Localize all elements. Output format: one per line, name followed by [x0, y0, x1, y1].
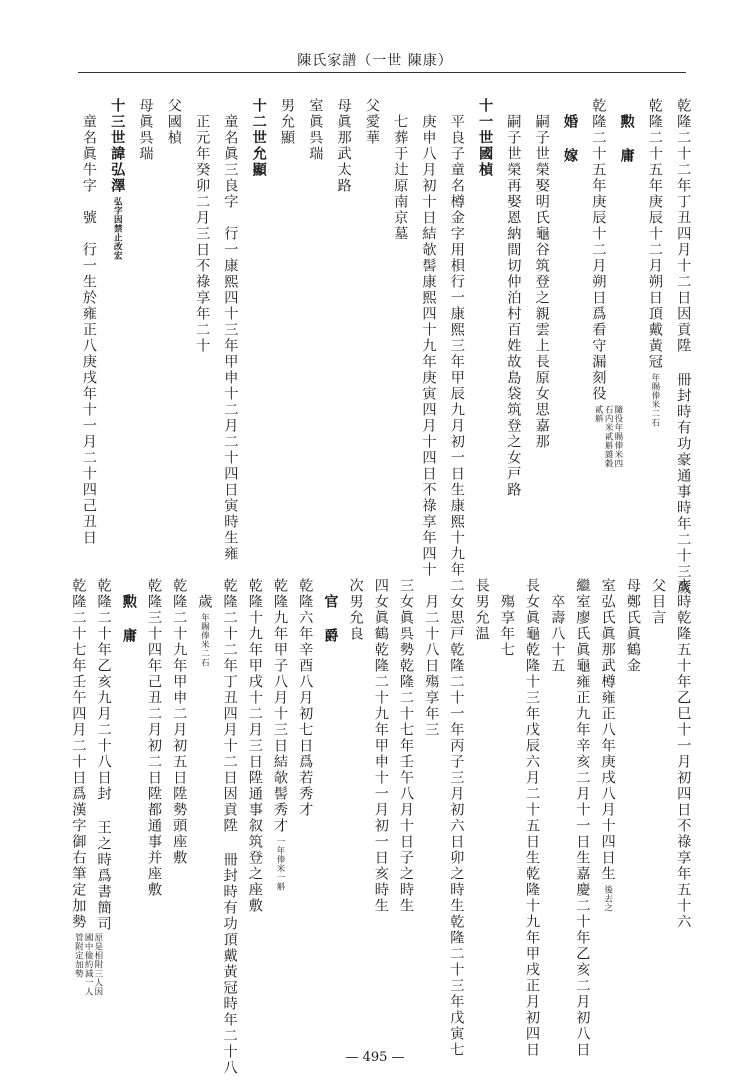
text-column [197, 578, 211, 679]
text-column [280, 98, 294, 146]
column-text: 乾隆二十二年丁丑四月十二日因貢陞 冊封時有功豪通事時年二十三歲 [675, 98, 692, 596]
column-text: 嗣子世榮娶明氏龜谷筑登之親雲上長原女思嘉那 [533, 98, 550, 450]
column-text: 父目言 [650, 578, 666, 626]
text-column [550, 578, 564, 674]
text-column [500, 578, 514, 658]
text-column [167, 98, 181, 146]
heading-column [122, 578, 136, 644]
column-text: 十一世國楨 [477, 98, 494, 178]
column-text: 乾隆二十五年庚辰十二月朔日頂戴黃冠 [646, 98, 663, 370]
text-column [172, 578, 186, 866]
column-text: 次男允良 [347, 578, 364, 642]
interlinear-note: 年賜俸米二石 [649, 373, 660, 427]
column-text: 婚 嫁 [562, 98, 578, 164]
text-column [195, 98, 209, 354]
column-text: 室眞呉瑞 [307, 98, 324, 162]
interlinear-note: 後去之 [602, 885, 613, 912]
column-text: 乾隆二十九年甲申二月初五日陞勢頭座敷 [171, 578, 188, 866]
column-text: 母鄭氏眞鶴金 [624, 578, 641, 674]
column-text: 乾隆十九年甲戌十二月三日陞通事叙筑登之座敷 [246, 578, 263, 914]
text-column [147, 578, 161, 898]
column-text: 庚申八月初十日結欹髻康熙四十九年庚寅四月十四日不祿享年四十 [420, 98, 437, 578]
column-text: 卒壽八十五 [549, 578, 566, 674]
column-text: 殤享年七 [498, 578, 515, 658]
text-column [525, 578, 539, 1058]
page-number: — 495 — [345, 1050, 405, 1065]
text-column [535, 98, 549, 450]
text-column [273, 578, 287, 903]
heading-column [478, 98, 492, 178]
column-text: 正元年癸卯二月三日不祿享年二十 [194, 98, 211, 354]
text-column [336, 98, 350, 194]
column-text: 繼室廖氏眞龜雍正九年辛亥二月十一日生嘉慶二十年乙亥二月初八日 [574, 578, 591, 1058]
column-text: 長男允温 [473, 578, 490, 642]
column-text: 男允顯 [279, 98, 295, 146]
column-text: 平良子童名樽金字用梖行一康熙三年甲辰九月初一日生康熙十九年 [448, 98, 465, 578]
interlinear-note: 原是相附三人因國中儉約減一人管附定加勢 [73, 933, 103, 996]
column-text: 勲 庸 [120, 578, 137, 644]
text-column [138, 98, 152, 162]
text-column [449, 578, 463, 1058]
column-text: 亥時乾隆五十年乙巳十一月初四日不祿享年五十六 [675, 578, 692, 930]
text-column [248, 578, 262, 914]
column-text: 乾隆二十年乙亥九月二十八日封 王之時爲書簡司 [95, 578, 112, 932]
text-column [298, 578, 312, 818]
column-text: 乾隆二十五年庚辰十二月朔日爲看守漏刻役 [590, 98, 607, 402]
text-column [424, 578, 438, 738]
column-text: 四女眞鶴乾隆二十九年甲申十一月初一日亥時生 [372, 578, 389, 914]
column-text: 十三世諱弘澤 [109, 98, 126, 194]
column-text: 母眞那武太路 [335, 98, 352, 194]
text-column [600, 578, 614, 951]
column-text: 乾隆六年辛酉八月初七日爲若秀才 [297, 578, 314, 818]
column-text: 父國楨 [165, 98, 182, 146]
text-column [374, 578, 388, 914]
text-column [223, 98, 237, 562]
column-text: 母眞呉瑞 [137, 98, 154, 162]
column-text: 室弘氏眞那武樽雍正八年庚戌八月十四日生 [599, 578, 616, 882]
column-text: 月二十八日殤享年三 [423, 578, 440, 738]
text-column [474, 578, 488, 642]
heading-column [563, 98, 577, 164]
interlinear-note: 一年俸米一斛 [275, 837, 285, 891]
heading-column [323, 578, 337, 644]
column-text: 七葬于辻原南京墓 [392, 98, 409, 242]
column-text: 嗣子世榮再娶恩納間切仲泊村百姓故島袋筑登之女戸路 [505, 98, 522, 498]
column-text: 乾隆九年甲子八月十三日結欹髻秀才 [272, 578, 288, 834]
interlinear-note: 年賜俸米二石 [199, 613, 210, 667]
column-text: 童名眞牛字 號 行一生於雍正八庚戌年十一月二十四己丑日 [80, 98, 97, 546]
column-text: 二女思戸乾隆二十一年丙子三月初六日卯之時生乾隆二十三年戊寅七 [448, 578, 465, 1058]
text-column [651, 578, 665, 626]
text-column [676, 98, 690, 596]
column-text: 歲 [196, 578, 213, 610]
interlinear-note: 隨役年賜俸米四石内米貳斛雜穀貳斛 [593, 405, 623, 468]
heading-column [252, 98, 266, 178]
column-text: 十二世允顯 [250, 98, 267, 178]
text-column [308, 98, 322, 162]
text-column [575, 578, 589, 1058]
column-text: 童名眞三良字 行一康熙四十三年甲申十二月二十四日寅時生雍 [222, 98, 239, 562]
text-column [676, 578, 690, 930]
column-text: 父愛華 [363, 98, 380, 146]
column-text: 乾隆二十二年丁丑四月十二日因貢陞 冊封時有功頂戴黃冠時年二十八 [221, 578, 238, 1076]
column-text: 官 爵 [322, 578, 339, 644]
heading-column [110, 98, 124, 263]
header-rule [78, 72, 686, 73]
text-column [421, 98, 435, 578]
text-column [450, 98, 464, 578]
text-column [648, 98, 662, 439]
column-text: 乾隆二十七年壬午四月二十日爲漢字御右筆定加勢 [70, 578, 87, 930]
column-text: 長女眞龜乾隆十三年戊辰六月二十五日生乾隆十九年甲戌正月初四日 [524, 578, 540, 1058]
text-column [626, 578, 640, 674]
text-column [591, 98, 622, 471]
text-column [393, 98, 407, 242]
text-column [71, 578, 102, 999]
column-text: 乾隆三十四年己丑二月初二日陞都通事并座敷 [146, 578, 162, 898]
interlinear-note: 弘字因禁止改宏 [112, 197, 123, 260]
text-column [82, 98, 96, 546]
column-text: 三女眞呉勢乾隆二十七年壬午八月十日子之時生 [398, 578, 414, 914]
text-column [506, 98, 520, 498]
page-header: 陳氏家譜（一世 陳康） [297, 53, 453, 69]
text-column [365, 98, 379, 146]
text-column [348, 578, 362, 642]
text-column [222, 578, 236, 1076]
text-column [399, 578, 413, 914]
column-text: 勲 庸 [618, 98, 635, 164]
